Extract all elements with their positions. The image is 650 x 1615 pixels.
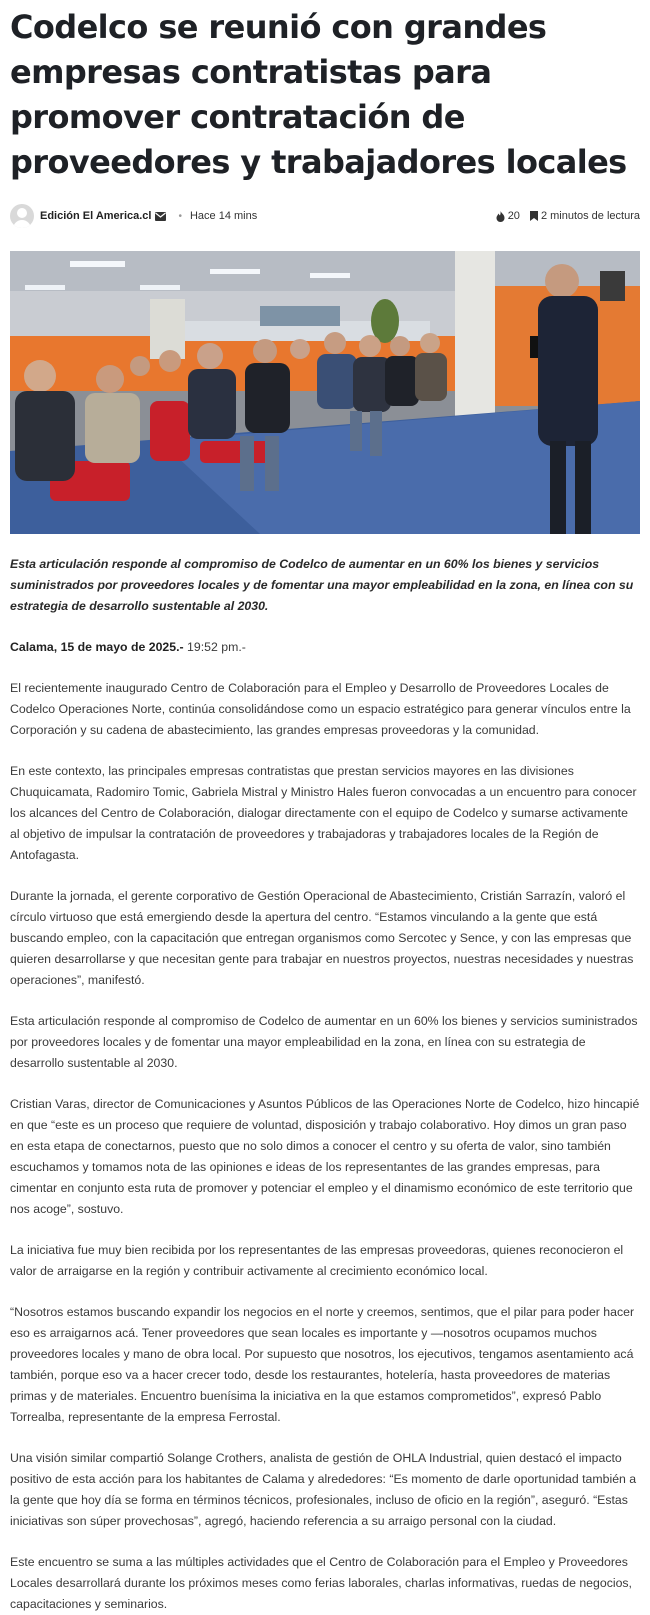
envelope-icon[interactable] bbox=[155, 212, 166, 221]
article-title: Codelco se reunió con grandes empresas contratistas para promover contratación de proveedores y trabajadores locales bbox=[10, 8, 627, 181]
meta-separator: • bbox=[178, 210, 182, 222]
paragraph: Durante la jornada, el gerente corporativo de Gestión Operacional de Abastecimiento, Cristián Sarrazín, valoró el círculo virtuoso que está emergiendo desde la apertura del centro. “Estamos vinculando a la gente que está buscando empleo, con la capacitación que entregan organismos como Sercotec y Sence, y con las empresas que quieren desarrollarse y que necesitan gente para trabajar en nuestros proyectos, nuestras necesidades y nuestras operaciones”, manifestó. bbox=[10, 889, 634, 987]
views-count bbox=[496, 210, 520, 222]
paragraph: Una visión similar compartió Solange Crothers, analista de gestión de OHLA Industrial, quien destacó el impacto positivo de esta acción para los habitantes de Calama y alrededores: “Es momento de darle oportunidad también a la gente que hoy día se forma en términos técnicos, profesionales, incluso de oficio en la región”, aseguró. “Estas iniciativas son súper provechosas”, agregó, haciendo referencia a su arraigo personal con la ciudad. bbox=[10, 1451, 637, 1528]
article-body bbox=[10, 554, 640, 1615]
paragraph: “Nosotros estamos buscando expandir los negocios en el norte y creemos, sentimos, que el pilar para poder hacer eso es arraigarnos acá. Tener proveedores que sean locales es importante y —nosotros ocupamos muchos proveedores locales y mano de obra local. Por supuesto que nosotros, los ejecutivos, tengamos asentamiento acá también, porque eso va a hacer crecer todo, desde los restaurantes, hotelería, hasta proveedores de materias primas y de materiales. Encuentro buenísima la iniciativa en la que estamos comprometidos”, expresó Pablo Torrealba, representante de la empresa Ferrostal. bbox=[10, 1305, 635, 1424]
views-value: 20 bbox=[507, 210, 520, 222]
dateline-time: 19:52 pm.- bbox=[183, 640, 246, 654]
published-time: Hace 14 mins bbox=[189, 210, 258, 222]
bookmark-icon bbox=[530, 211, 538, 221]
flame-icon bbox=[496, 211, 505, 222]
paragraph: El recientemente inaugurado Centro de Colaboración para el Empleo y Desarrollo de Proveedores Locales de Codelco Operaciones Norte, continúa consolidándose como un espacio estratégico para generar vínculos entre la Corporación y su cadena de abastecimiento, las grandes empresas proveedoras y la comunidad. bbox=[10, 681, 631, 737]
paragraph: En este contexto, las principales empresas contratistas que prestan servicios mayores en las divisiones Chuquicamata, Radomiro Tomic, Gabriela Mistral y Ministro Hales fueron convocadas a un encuentro para conocer los alcances del Centro de Colaboración, dialogar directamente con el equipo de Codelco y sumarse activamente al objetivo de impulsar la contratación de proveedores y trabajadoras y trabajadores locales de la Región de Antofagasta. bbox=[10, 764, 637, 862]
article-dateline bbox=[10, 637, 640, 658]
article-stats bbox=[486, 210, 640, 222]
paragraph: Este encuentro se suma a las múltiples actividades que el Centro de Colaboración para el Empleo y Proveedores Locales desarrollará durante los próximos meses como ferias laborales, charlas informativas, ruedas de negocios, capacitaciones y seminarios. bbox=[10, 1555, 632, 1611]
paragraph: Cristian Varas, director de Comunicaciones y Asuntos Públicos de las Operaciones Norte de Codelco, hizo hincapié en que “este es un proceso que requiere de voluntad, disposición y trabajo colaborativo. Hoy dimos un gran paso en esta etapa de conectarnos, puesto que no solo dimos a conocer el centro y su oferta de valor, sino también escuchamos y tomamos nota de las opiniones e ideas de los representantes de las grandes empresas, para cimentar en conjunto esta ruta de promover y potenciar el empleo y el dinamismo económico de este territorio que nos acoge”, sostuvo. bbox=[10, 1097, 640, 1216]
reading-time-label: 2 minutos de lectura bbox=[540, 210, 640, 222]
article-lead: Esta articulación responde al compromiso de Codelco de aumentar en un 60% los bienes y servicios suministrados por proveedores locales y de fomentar una mayor empleabilidad en la zona, en línea con su estrategia de desarrollo sustentable al 2030. bbox=[10, 557, 634, 613]
author-block bbox=[10, 204, 257, 228]
dateline-place-date: Calama, 15 de mayo de 2025.- bbox=[10, 640, 184, 654]
paragraph: La iniciativa fue muy bien recibida por los representantes de las empresas proveedoras, quienes reconocieron el valor de arraigarse en la región y contribuir activamente al crecimiento económico local. bbox=[10, 1243, 624, 1278]
user-avatar-icon[interactable] bbox=[10, 204, 34, 228]
article-hero-image bbox=[10, 251, 640, 534]
author-name[interactable]: Edición El America.cl bbox=[40, 210, 152, 222]
paragraph: Esta articulación responde al compromiso de Codelco de aumentar en un 60% los bienes y servicios suministrados por proveedores locales y de fomentar una mayor empleabilidad en la zona, en línea con su estrategia de desarrollo sustentable al 2030. bbox=[10, 1014, 638, 1070]
article-meta bbox=[10, 203, 640, 229]
reading-time bbox=[530, 210, 640, 222]
